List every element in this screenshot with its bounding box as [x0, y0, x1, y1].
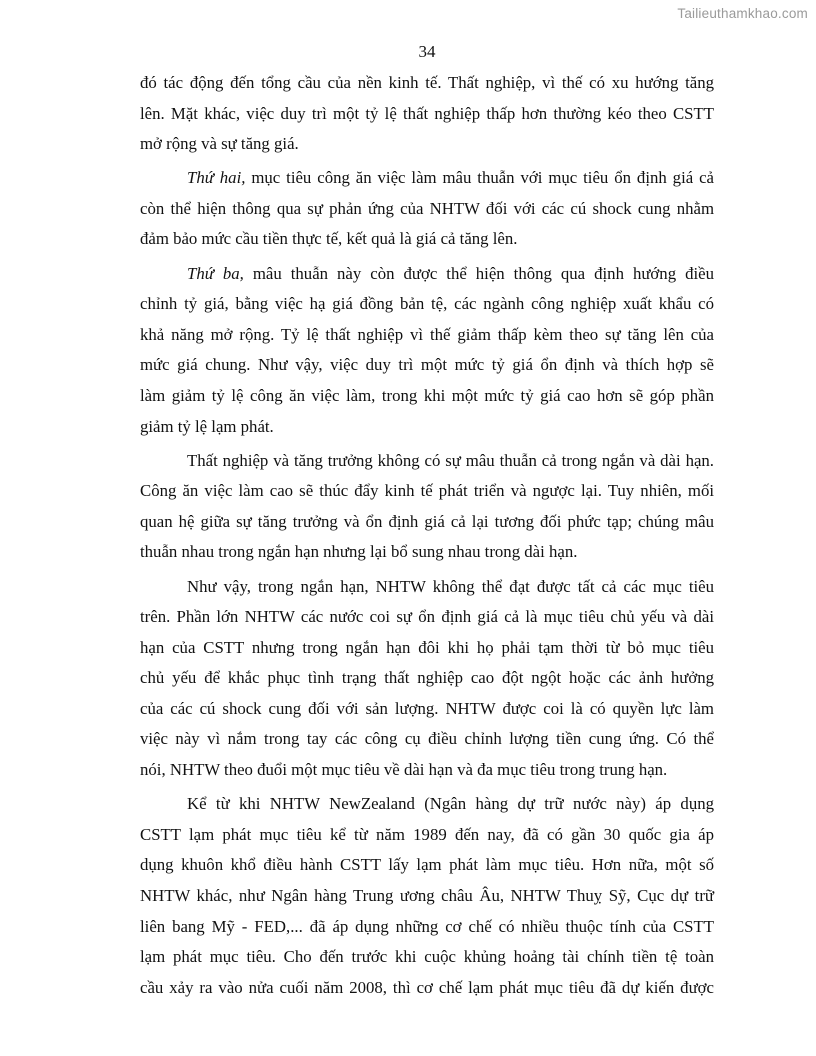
- line-text: Công ăn việc làm cao sẽ thúc đẩy kinh tế phát triển và ngược lại. Tuy nhiên, mối: [140, 481, 714, 501]
- line-text: chỉnh tỷ giá, bằng việc hạ giá đồng bản tệ, các ngành công nghiệp xuất khẩu có: [140, 294, 714, 314]
- text-line: [140, 129, 714, 160]
- line-text: mục tiêu công ăn việc làm mâu thuẫn với mục tiêu ổn định giá cả: [245, 168, 714, 188]
- text-line: [140, 850, 714, 881]
- text-line: [140, 537, 714, 568]
- line-text: Thất nghiệp và tăng trưởng không có sự mâu thuẫn cả trong ngắn và dài hạn.: [187, 450, 714, 470]
- line-text: mở rộng và sự tăng giá.: [140, 134, 299, 154]
- text-line: [140, 446, 714, 477]
- text-line: [140, 224, 714, 255]
- line-text: cầu xảy ra vào nửa cuối năm 2008, thì cơ chế lạm phát mục tiêu đã dự kiến được: [140, 977, 714, 997]
- text-line: [140, 507, 714, 538]
- text-line: [140, 68, 714, 99]
- paragraph: [140, 572, 714, 786]
- italic-lead: Thứ ba,: [187, 263, 244, 283]
- line-text: lạm phát mục tiêu. Cho đến trước khi cuộc khủng hoảng tài chính tiền tệ toàn: [140, 947, 714, 967]
- text-line: [140, 320, 714, 351]
- line-text: của các cú shock cung đối với sản lượng. NHTW được coi là có quyền lực làm: [140, 698, 714, 718]
- line-text: mâu thuẫn này còn được thể hiện thông qua định hướng điều: [243, 263, 714, 283]
- text-line: [140, 881, 714, 912]
- watermark: Tailieuthamkhao.com: [677, 6, 808, 21]
- text-line: [140, 694, 714, 725]
- line-text: CSTT lạm phát mục tiêu kể từ năm 1989 đến nay, đã có gần 30 quốc gia áp: [140, 824, 714, 844]
- text-line: [140, 163, 714, 194]
- line-text: trên. Phần lớn NHTW các nước coi sự ổn định giá cả là mục tiêu chủ yếu và dài: [140, 607, 714, 627]
- paragraph: [140, 446, 714, 568]
- line-text: hạn của CSTT nhưng trong ngắn hạn đôi khi họ phải tạm thời từ bỏ mục tiêu: [140, 637, 714, 657]
- text-line: [140, 755, 714, 786]
- paragraph: [140, 789, 714, 1003]
- text-line: [140, 194, 714, 225]
- paragraph: [140, 259, 714, 443]
- text-line: [140, 602, 714, 633]
- line-text: liên bang Mỹ - FED,... đã áp dụng những cơ chế có nhiều thuộc tính của CSTT: [140, 916, 714, 936]
- line-text: Kể từ khi NHTW NewZealand (Ngân hàng dự trữ nước này) áp dụng: [187, 794, 714, 814]
- text-line: [140, 724, 714, 755]
- line-text: thuẫn nhau trong ngắn hạn nhưng lại bổ sung nhau trong dài hạn.: [140, 542, 578, 562]
- line-text: còn thể hiện thông qua sự phản ứng của NHTW đối với các cú shock cung nhằm: [140, 198, 714, 218]
- text-line: [140, 350, 714, 381]
- line-text: làm giảm tỷ lệ công ăn việc làm, trong khi một mức tỷ giá cao hơn sẽ góp phần: [140, 385, 714, 405]
- text-line: [140, 572, 714, 603]
- page-number: 34: [418, 42, 436, 61]
- line-text: đảm bảo mức cầu tiền thực tế, kết quả là giá cả tăng lên.: [140, 229, 518, 249]
- line-text: quan hệ giữa sự tăng trưởng và ổn định giá cả lại tương đối phức tạp; chúng mâu: [140, 511, 714, 531]
- text-line: [140, 973, 714, 1004]
- line-text: dụng khuôn khổ điều hành CSTT lấy lạm phát làm mục tiêu. Hơn nữa, một số: [140, 855, 714, 875]
- line-text: NHTW khác, như Ngân hàng Trung ương châu Âu, NHTW Thuỵ Sỹ, Cục dự trữ: [140, 885, 714, 905]
- document-body: [140, 68, 714, 1007]
- line-text: khả năng mở rộng. Tỷ lệ thất nghiệp vì thế giảm thấp kèm theo sự tăng lên của: [140, 324, 714, 344]
- text-line: [140, 381, 714, 412]
- line-text: Như vậy, trong ngắn hạn, NHTW không thể đạt được tất cả các mục tiêu: [187, 576, 714, 596]
- paragraph: [140, 163, 714, 255]
- text-line: [140, 259, 714, 290]
- line-text: giảm tỷ lệ lạm phát.: [140, 416, 274, 436]
- line-text: lên. Mặt khác, việc duy trì một tỷ lệ thất nghiệp thấp hơn thường kéo theo CSTT: [140, 103, 714, 123]
- line-text: việc này vì nắm trong tay các công cụ điều chỉnh lượng tiền cung ứng. Có thể: [140, 729, 714, 749]
- text-line: [140, 789, 714, 820]
- text-line: [140, 289, 714, 320]
- text-line: [140, 412, 714, 443]
- text-line: [140, 99, 714, 130]
- italic-lead: Thứ hai,: [187, 168, 246, 188]
- line-text: nói, NHTW theo đuổi một mục tiêu về dài hạn và đa mục tiêu trong trung hạn.: [140, 760, 668, 780]
- text-line: [140, 912, 714, 943]
- text-line: [140, 663, 714, 694]
- text-line: [140, 942, 714, 973]
- text-line: [140, 633, 714, 664]
- line-text: mức giá chung. Như vậy, việc duy trì một mức tỷ giá ổn định và thích hợp sẽ: [140, 355, 714, 375]
- line-text: chủ yếu để khắc phục tình trạng thất nghiệp cao đột ngột hoặc các ảnh hưởng: [140, 668, 714, 688]
- line-text: đó tác động đến tổng cầu của nền kinh tế. Thất nghiệp, vì thế có xu hướng tăng: [140, 73, 714, 92]
- text-line: [140, 820, 714, 851]
- text-line: [140, 476, 714, 507]
- paragraph: [140, 68, 714, 160]
